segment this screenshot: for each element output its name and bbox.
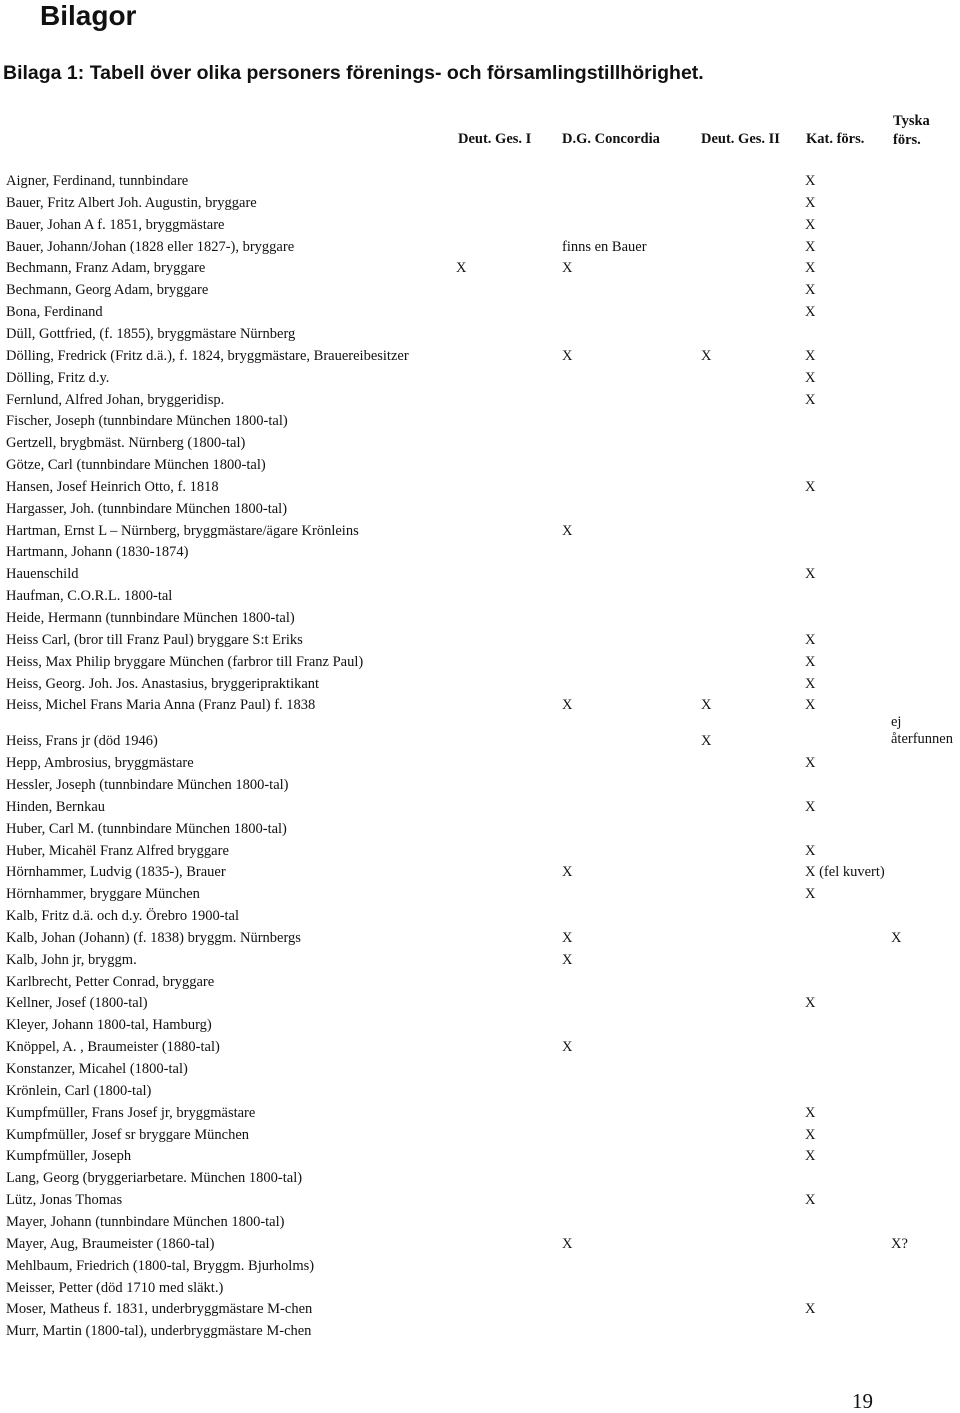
- table-row: [0, 237, 960, 257]
- person-name-cell: Karlbrecht, Petter Conrad, bryggare: [6, 973, 215, 990]
- deut-ges-ii-cell: X: [701, 733, 712, 750]
- table-row: [0, 695, 960, 715]
- kat-fors-cell: X: [805, 995, 816, 1012]
- column-header-dg-concordia: D.G. Concordia: [562, 131, 660, 147]
- person-name-cell: Hepp, Ambrosius, bryggmästare: [6, 755, 194, 772]
- person-name-cell: Kumpfmüller, Joseph: [6, 1148, 132, 1165]
- column-header-deut-ges-i: Deut. Ges. I: [458, 131, 532, 147]
- person-name-cell: Hinden, Bernkau: [6, 798, 106, 815]
- table-row: [0, 1190, 960, 1210]
- person-name-cell: Konstanzer, Micahel (1800-tal): [6, 1061, 188, 1077]
- kat-fors-cell: X: [805, 631, 816, 648]
- person-name-cell: Bauer, Johan A f. 1851, bryggmästare: [6, 216, 225, 233]
- table-row: [0, 1081, 960, 1101]
- kat-fors-cell: X: [805, 886, 816, 903]
- person-name-cell: Düll, Gottfried, (f. 1855), bryggmästare Nürnberg: [6, 325, 296, 342]
- person-name-cell: Hartman, Ernst L – Nürnberg, bryggmästare/ägare Krönleins: [6, 522, 359, 539]
- person-name-cell: Kellner, Josef (1800-tal): [6, 995, 148, 1012]
- table-row: [0, 1125, 960, 1145]
- kat-fors-cell: X: [805, 391, 816, 408]
- person-name-cell: Murr, Martin (1800-tal), underbryggmästare M-chen: [6, 1323, 312, 1340]
- table-row: [0, 1234, 960, 1254]
- person-name-cell: Hargasser, Joh. (tunnbindare München 1800-tal): [6, 500, 288, 517]
- person-name-cell: Aigner, Ferdinand, tunnbindare: [6, 173, 189, 189]
- deut-ges-ii-cell: X: [701, 347, 712, 364]
- table-row: [0, 564, 960, 584]
- person-name-cell: Bechmann, Georg Adam, bryggare: [6, 282, 209, 299]
- dg-concordia-cell: X: [562, 1039, 573, 1056]
- table-row: [0, 652, 960, 672]
- person-name-cell: Hörnhammer, bryggare München: [6, 886, 200, 903]
- person-name-cell: Huber, Micahël Franz Alfred bryggare: [6, 842, 229, 859]
- column-header-tyska-fors: Tyska förs.: [893, 113, 930, 148]
- table-row: [0, 1059, 960, 1079]
- table-row: [0, 390, 960, 410]
- table-row: [0, 171, 960, 191]
- person-name-cell: Lütz, Jonas Thomas: [6, 1192, 123, 1209]
- person-name-cell: Bechmann, Franz Adam, bryggare: [6, 260, 206, 277]
- person-name-cell: Kalb, John jr, bryggm.: [6, 951, 137, 968]
- table-row: [0, 477, 960, 497]
- kat-fors-cell: X: [805, 1104, 816, 1121]
- person-name-cell: Kleyer, Johann 1800-tal, Hamburg): [6, 1017, 212, 1034]
- page-title: Bilagor: [40, 0, 137, 31]
- kat-fors-cell: X: [805, 842, 816, 859]
- column-header-deut-ges-ii: Deut. Ges. II: [701, 131, 780, 147]
- kat-fors-cell: X (fel kuvert): [805, 864, 885, 881]
- table-row: [0, 1256, 960, 1276]
- table-row: [0, 906, 960, 926]
- person-name-cell: Heiss, Michel Frans Maria Anna (Franz Paul) f. 1838: [6, 697, 316, 714]
- table-row: [0, 499, 960, 519]
- kat-fors-cell: X: [805, 1126, 816, 1143]
- person-name-cell: Haufman, C.O.R.L. 1800-tal: [6, 588, 173, 605]
- kat-fors-cell: X: [805, 194, 816, 211]
- table-row: [0, 433, 960, 453]
- table-row: [0, 1015, 960, 1035]
- person-name-cell: Dölling, Fredrick (Fritz d.ä.), f. 1824, bryggmästare, Brauereibesitzer: [6, 347, 409, 364]
- table-row: [0, 280, 960, 300]
- kat-fors-cell: X: [805, 653, 816, 670]
- kat-fors-cell: X: [805, 1192, 816, 1209]
- table-row: [0, 630, 960, 650]
- person-name-cell: Heide, Hermann (tunnbindare München 1800-tal): [6, 610, 295, 626]
- table-row: [0, 862, 960, 882]
- tyska-fors-cell: X: [891, 929, 902, 946]
- kat-fors-cell: X: [805, 238, 816, 255]
- kat-fors-cell: X: [805, 216, 816, 233]
- dg-concordia-cell: X: [562, 951, 573, 968]
- person-name-cell: Hauenschild: [6, 566, 79, 583]
- table-row: [0, 608, 960, 628]
- person-name-cell: Heiss Carl, (bror till Franz Paul) bryggare S:t Eriks: [6, 631, 303, 648]
- person-name-cell: Hessler, Joseph (tunnbindare München 1800-tal): [6, 776, 289, 793]
- kat-fors-cell: X: [805, 282, 816, 299]
- dg-concordia-cell: X: [562, 260, 573, 277]
- person-name-cell: Götze, Carl (tunnbindare München 1800-tal): [6, 457, 266, 474]
- person-name-cell: Heiss, Frans jr (död 1946): [6, 733, 158, 750]
- kat-fors-cell: X: [805, 478, 816, 495]
- table-row: [0, 753, 960, 773]
- table-row: [0, 797, 960, 817]
- dg-concordia-cell: X: [562, 347, 573, 364]
- person-name-cell: Bauer, Fritz Albert Joh. Augustin, bryggare: [6, 194, 257, 211]
- table-row: [0, 411, 960, 431]
- table-row: [0, 193, 960, 213]
- person-name-cell: Lang, Georg (bryggeriarbetare. München 1800-tal): [6, 1170, 303, 1187]
- person-name-cell: Heiss, Georg. Joh. Jos. Anastasius, bryggeripraktikant: [6, 675, 320, 692]
- table-row: [0, 1103, 960, 1123]
- person-name-cell: Kumpfmüller, Frans Josef jr, bryggmästare: [6, 1104, 256, 1121]
- person-name-cell: Huber, Carl M. (tunnbindare München 1800-tal): [6, 820, 287, 837]
- dg-concordia-cell: X: [562, 1235, 573, 1252]
- table-caption: Bilaga 1: Tabell över olika personers förenings- och församlingstillhörighet.: [3, 62, 704, 84]
- person-name-cell: Fischer, Joseph (tunnbindare München 1800-tal): [6, 413, 288, 430]
- kat-fors-cell: X: [805, 1301, 816, 1318]
- person-name-cell: Moser, Matheus f. 1831, underbryggmästare M-chen: [6, 1301, 313, 1318]
- page-number: 19: [852, 1389, 873, 1413]
- table-row: [0, 884, 960, 904]
- dg-concordia-cell: X: [562, 929, 573, 946]
- table-row: [0, 215, 960, 235]
- kat-fors-cell: X: [805, 304, 816, 321]
- table-row: [0, 841, 960, 861]
- table-row: [0, 972, 960, 992]
- person-name-cell: Kalb, Fritz d.ä. och d.y. Örebro 1900-tal: [6, 908, 240, 925]
- person-name-cell: Kalb, Johan (Johann) (f. 1838) bryggm. Nürnbergs: [6, 929, 301, 946]
- kat-fors-cell: X: [805, 173, 816, 189]
- table-row: [0, 1168, 960, 1188]
- table-row: [0, 1299, 960, 1319]
- dg-concordia-cell: X: [562, 522, 573, 539]
- table-row: [0, 455, 960, 475]
- deut-ges-i-cell: X: [456, 260, 467, 277]
- kat-fors-cell: X: [805, 798, 816, 815]
- table-row: [0, 368, 960, 388]
- table-row: [0, 324, 960, 344]
- table-row: [0, 1278, 960, 1298]
- person-name-cell: Hörnhammer, Ludvig (1835-), Brauer: [6, 864, 226, 881]
- person-name-cell: Hansen, Josef Heinrich Otto, f. 1818: [6, 478, 219, 495]
- person-name-cell: Mayer, Johann (tunnbindare München 1800-tal): [6, 1213, 285, 1230]
- table-row: [0, 521, 960, 541]
- person-name-cell: Fernlund, Alfred Johan, bryggeridisp.: [6, 391, 225, 408]
- person-name-cell: Bona, Ferdinand: [6, 304, 103, 321]
- person-name-cell: Hartmann, Johann (1830-1874): [6, 544, 189, 561]
- person-name-cell: Gertzell, brygbmäst. Nürnberg (1800-tal): [6, 435, 246, 452]
- person-name-cell: Meisser, Petter (död 1710 med släkt.): [6, 1279, 224, 1296]
- kat-fors-cell: X: [805, 347, 816, 364]
- table-row: [0, 714, 960, 751]
- column-header-kat-fors: Kat. förs.: [806, 131, 865, 147]
- person-name-cell: Mayer, Aug, Braumeister (1860-tal): [6, 1235, 215, 1252]
- person-name-cell: Heiss, Max Philip bryggare München (farbror till Franz Paul): [6, 653, 364, 670]
- table-row: [0, 819, 960, 839]
- tyska-fors-cell: ej återfunnen: [891, 714, 953, 748]
- table-row: [0, 775, 960, 795]
- table-row: [0, 993, 960, 1013]
- kat-fors-cell: X: [805, 1148, 816, 1165]
- person-name-cell: Dölling, Fritz d.y.: [6, 369, 110, 386]
- dg-concordia-cell: X: [562, 864, 573, 881]
- tyska-fors-cell: X?: [891, 1235, 908, 1252]
- kat-fors-cell: X: [805, 369, 816, 386]
- kat-fors-cell: X: [805, 675, 816, 692]
- kat-fors-cell: X: [805, 566, 816, 583]
- kat-fors-cell: X: [805, 260, 816, 277]
- table-row: [0, 542, 960, 562]
- table-row: [0, 1321, 960, 1341]
- person-name-cell: Mehlbaum, Friedrich (1800-tal, Bryggm. Bjurholms): [6, 1257, 315, 1274]
- person-name-cell: Bauer, Johann/Johan (1828 eller 1827-), bryggare: [6, 238, 295, 255]
- table-row: [0, 302, 960, 322]
- dg-concordia-cell: finns en Bauer: [562, 238, 647, 255]
- person-name-cell: Knöppel, A. , Braumeister (1880-tal): [6, 1039, 220, 1056]
- table-row: [0, 258, 960, 278]
- table-row: [0, 674, 960, 694]
- person-name-cell: Krönlein, Carl (1800-tal): [6, 1082, 152, 1099]
- table-row: [0, 1146, 960, 1166]
- table-row: [0, 950, 960, 970]
- deut-ges-ii-cell: X: [701, 697, 712, 714]
- table-row: [0, 346, 960, 366]
- dg-concordia-cell: X: [562, 697, 573, 714]
- table-row: [0, 928, 960, 948]
- table-row: [0, 1037, 960, 1057]
- table-row: [0, 586, 960, 606]
- kat-fors-cell: X: [805, 697, 816, 714]
- person-name-cell: Kumpfmüller, Josef sr bryggare München: [6, 1126, 250, 1143]
- kat-fors-cell: X: [805, 755, 816, 772]
- table-row: [0, 1212, 960, 1232]
